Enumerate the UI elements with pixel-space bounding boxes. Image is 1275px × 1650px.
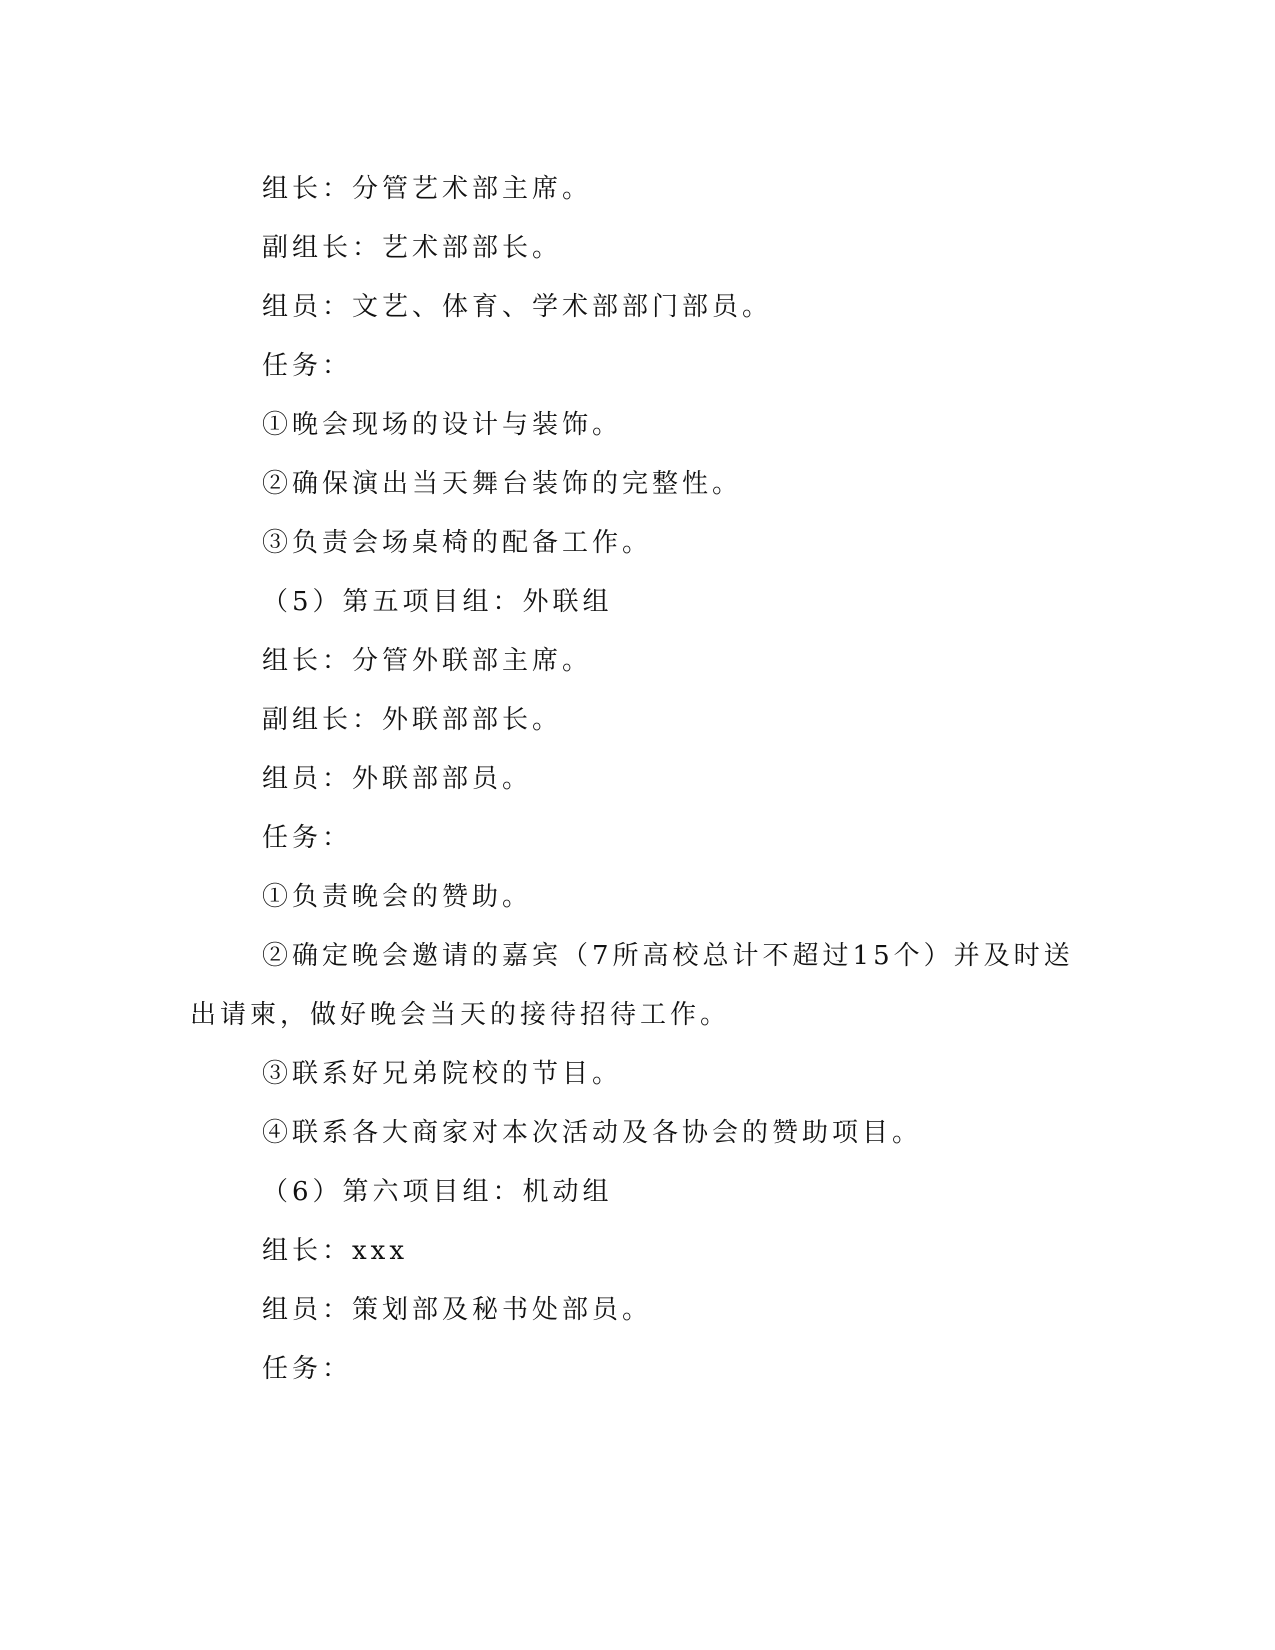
text-line: 组员：外联部部员。 — [262, 764, 533, 794]
text-line: ④联系各大商家对本次活动及各协会的赞助项目。 — [262, 1118, 923, 1148]
text-line: ②确定晚会邀请的嘉宾（7所高校总计不超过15个）并及时送 — [262, 941, 1074, 971]
text-line: ②确保演出当天舞台装饰的完整性。 — [262, 469, 743, 499]
text-line: 任务： — [262, 351, 353, 381]
section-heading: （6）第六项目组：机动组 — [262, 1177, 613, 1207]
text-line: ③联系好兄弟院校的节目。 — [262, 1059, 623, 1089]
text-line: ①晚会现场的设计与装饰。 — [262, 410, 623, 440]
text-line: 副组长：外联部部长。 — [262, 705, 563, 735]
text-line: 组员：策划部及秘书处部员。 — [262, 1295, 653, 1325]
text-line: 组员：文艺、体育、学术部部门部员。 — [262, 292, 773, 322]
text-line: 任务： — [262, 823, 353, 853]
text-line: ①负责晚会的赞助。 — [262, 882, 533, 912]
section-heading: （5）第五项目组：外联组 — [262, 587, 613, 617]
text-line: 组长：xxx — [262, 1236, 408, 1266]
text-line: 组长：分管外联部主席。 — [262, 646, 593, 676]
text-line: 副组长：艺术部部长。 — [262, 233, 563, 263]
text-line: 出请柬，做好晚会当天的接待招待工作。 — [190, 1000, 731, 1030]
text-line: 组长：分管艺术部主席。 — [262, 174, 593, 204]
text-line: ③负责会场桌椅的配备工作。 — [262, 528, 653, 558]
text-line: 任务： — [262, 1354, 353, 1384]
